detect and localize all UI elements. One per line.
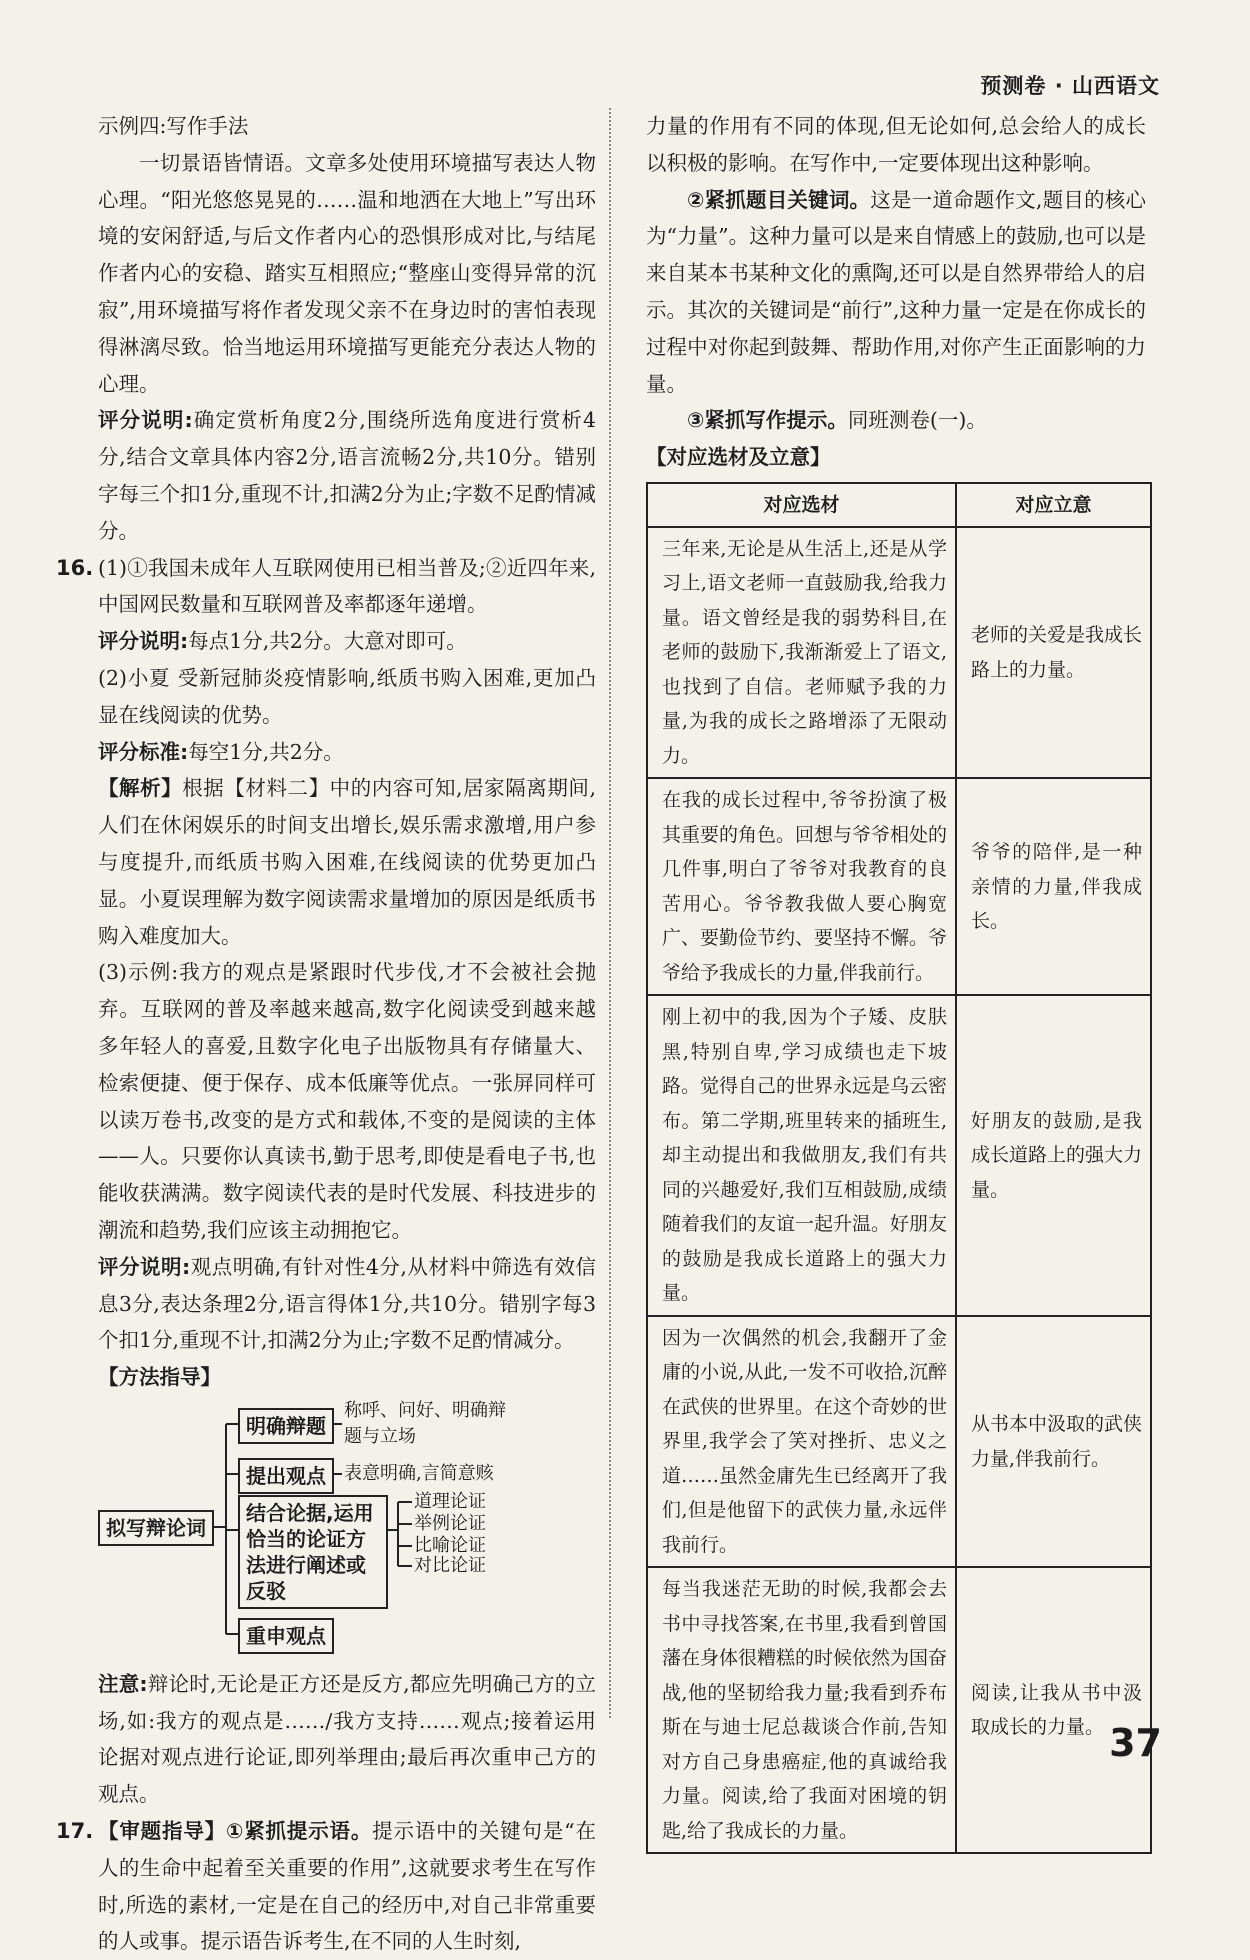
question-number: 17. [56,1819,94,1844]
argument-method-2: 举例论证 [414,1512,486,1534]
analysis-text: 根据【材料二】中的内容可知,居家隔离期间,人们在休闲娱乐的时间支出增长,娱乐需求激增,用户参与度提升,而纸质书购入困难,在线阅读的优势更加凸显。小夏误理解为数字阅读需求量增加的原因是纸质书购入难度加大。 [98,776,596,948]
q16-part3: (3)示例:我方的观点是紧跟时代步伐,才不会被社会抛弃。互联网的普及率越来越高,数字化阅读受到越来越多年轻人的喜爱,且数字化电子出版物具有存储量大、检索便捷、便于保存、成本低廉等优点。一张屏同样可以读万卷书,改变的是方式和载体,不变的是阅读的主体——人。只要你认真读书,勤于思考,即使是看电子书,也能收获满满。数字阅读代表的是时代发展、科技进步的潮流和趋势,我们应该主动拥抱它。 [98,960,596,1242]
mind-map-node-2: 提出观点 [238,1458,334,1494]
example4-body: 一切景语皆情语。文章多处使用环境描写表达人物心理。“阳光悠悠晃晃的……温和地洒在大地上”写出环境的安闲舒适,与后文作者内心的恐惧形成对比,与结尾作者内心的安稳、踏实互相照应;“整座山变得异常的沉寂”,用环境描写将作者发现父亲不在身边时的害怕表现得淋漓尽致。恰当地运用环境描写更能充分表达人物的心理。 [98,150,596,396]
guide-sub1-label: ①紧抓提示语。 [226,1819,373,1844]
score-label: 评分说明: [98,408,193,433]
q17-sub3 [646,402,1146,439]
question-16 [56,550,596,624]
table-row [647,1316,1151,1568]
q17-sub2 [646,182,1146,403]
question-17 [56,1813,596,1960]
material-cell: 三年来,无论是从生活上,还是从学习上,语文老师一直鼓励我,给我力量。语文曾经是我的弱势科目,在老师的鼓励下,我渐渐爱上了语文,也找到了自信。老师赋予我的力量,为我的成长之路增添了无限动力。 [647,527,956,779]
column-divider [609,108,611,1718]
example4-title: 示例四:写作手法 [98,114,249,138]
mind-map-node-1: 明确辩题 [238,1408,334,1444]
theme-cell: 老师的关爱是我成长路上的力量。 [956,527,1151,779]
page-number: 37 [1109,1721,1162,1765]
argument-method-1: 道理论证 [414,1490,486,1512]
score-text: 每空1分,共2分。 [188,739,344,764]
right-column [646,108,1146,1854]
q16-part2-score [98,734,596,771]
theme-cell: 从书本中汲取的武侠力量,伴我前行。 [956,1316,1151,1568]
material-theme-table [646,482,1152,1855]
analysis-label: 【解析】 [98,776,183,801]
table-row [647,1567,1151,1853]
sub3-text: 同班测卷(一)。 [847,408,987,433]
argument-method-3: 比喻论证 [414,1534,486,1556]
table-header-row [647,483,1151,527]
theme-cell: 阅读,让我从书中汲取成长的力量。 [956,1567,1151,1853]
mind-map-note-1: 称呼、问好、明确辩题与立场 [344,1399,506,1447]
q16-part3-score [98,1249,596,1359]
score-text: 观点明确,有针对性4分,从材料中筛选有效信息3分,表达条理2分,语言得体1分,共10分。错别字每3个扣1分,重现不计,扣满2分为止;字数不足酌情减分。 [98,1254,596,1353]
header-material: 对应选材 [647,483,956,527]
table-row [647,995,1151,1316]
mind-map-node-4: 重申观点 [238,1618,334,1654]
running-header: 预测卷 · 山西语文 [980,74,1160,98]
sub3-label: ③紧抓写作提示。 [687,408,848,433]
sub2-label: ②紧抓题目关键词。 [687,187,871,212]
score-text: 确定赏析角度2分,围绕所选角度进行赏析4分,结合文章具体内容2分,语言流畅2分,共10分。错别字每三个扣1分,重现不计,扣满2分为止;字数不足酌情减分。 [98,408,596,543]
method-title: 【方法指导】 [98,1365,221,1390]
mind-map [98,1399,596,1658]
question-number: 16. [56,555,94,580]
note-text: 辩论时,无论是正方还是反方,都应先明确己方的立场,如:我方的观点是……/我方支持……观点;接着运用论据对观点进行论证,即列举理由;最后再次重申己方的观点。 [98,1671,596,1807]
mind-map-node-3: 结合论据,运用恰当的论证方法进行阐述或反驳 [238,1495,388,1609]
note-label: 注意: [98,1671,148,1696]
score-label: 评分说明: [98,1254,191,1279]
sub2-text: 这是一道命题作文,题目的核心为“力量”。这种力量可以是来自情感上的鼓励,也可以是来自某本书某种文化的熏陶,还可以是自然界带给人的启示。其次的关键词是“前行”,这种力量一定是在你成长的过程中对你起到鼓舞、帮助作用,对你产生正面影响的力量。 [646,187,1146,396]
score-label: 评分说明: [98,629,189,654]
example4-score [98,402,596,549]
material-cell: 每当我迷茫无助的时候,我都会去书中寻找答案,在书里,我看到曾国藩在身体很糟糕的时候依然为国奋战,他的坚韧给我力量;我看到乔布斯在与迪士尼总裁谈合作前,告知对方自己身患癌症,他的真诚给我力量。阅读,给了我面对困境的钥匙,给了我成长的力量。 [647,1567,956,1853]
mind-map-note-2: 表意明确,言简意赅 [344,1462,494,1484]
score-text: 每点1分,共2分。大意对即可。 [188,629,467,654]
header-theme: 对应立意 [956,483,1151,527]
q16-part2: (2)小夏 受新冠肺炎疫情影响,纸质书购入困难,更加凸显在线阅读的优势。 [98,665,596,727]
guide-sub1-text: 提示语中的关键句是“在人的生命中起着至关重要的作用”,这就要求考生在写作时,所选的素材,一定是在自己的经历中,对自己非常重要的人或事。提示语告诉考生,在不同的人生时刻, [98,1819,596,1954]
table-row [647,778,1151,995]
score-label: 评分标准: [98,739,189,764]
guide-label: 【审题指导】 [98,1819,226,1844]
theme-cell: 爷爷的陪伴,是一种亲情的力量,伴我成长。 [956,778,1151,995]
debate-note [98,1666,596,1813]
q16-part1-score [98,623,596,660]
q17-guide [98,1813,596,1960]
table-row [647,527,1151,779]
table-title: 【对应选材及立意】 [646,445,831,470]
q16-part1: (1)①我国未成年人互联网使用已相当普及;②近四年来,中国网民数量和互联网普及率都逐年递增。 [98,555,596,617]
material-cell: 在我的成长过程中,爷爷扮演了极其重要的角色。回想与爷爷相处的几件事,明白了爷爷对我教育的良苦用心。爷爷教我做人要心胸宽广、要勤俭节约、要坚持不懈。爷爷给予我成长的力量,伴我前行。 [647,778,956,995]
mind-map-root: 拟写辩论词 [98,1510,214,1546]
left-column [56,108,596,1960]
q16-analysis [98,770,596,954]
material-cell: 因为一次偶然的机会,我翻开了金庸的小说,从此,一发不可收拾,沉醉在武侠的世界里。在这个奇妙的世界里,我学会了笑对挫折、忠义之道……虽然金庸先生已经离开了我们,但是他留下的武侠力量,永远伴我前行。 [647,1316,956,1568]
q17-continued: 力量的作用有不同的体现,但无论如何,总会给人的成长以积极的影响。在写作中,一定要体现出这种影响。 [646,114,1146,175]
theme-cell: 好朋友的鼓励,是我成长道路上的强大力量。 [956,995,1151,1316]
material-cell: 刚上初中的我,因为个子矮、皮肤黑,特别自卑,学习成绩也走下坡路。觉得自己的世界永远是乌云密布。第二学期,班里转来的插班生,却主动提出和我做朋友,我们有共同的兴趣爱好,我们互相鼓励,成绩随着我们的友谊一起升温。好朋友的鼓励是我成长道路上的强大力量。 [647,995,956,1316]
argument-method-4: 对比论证 [414,1554,486,1576]
